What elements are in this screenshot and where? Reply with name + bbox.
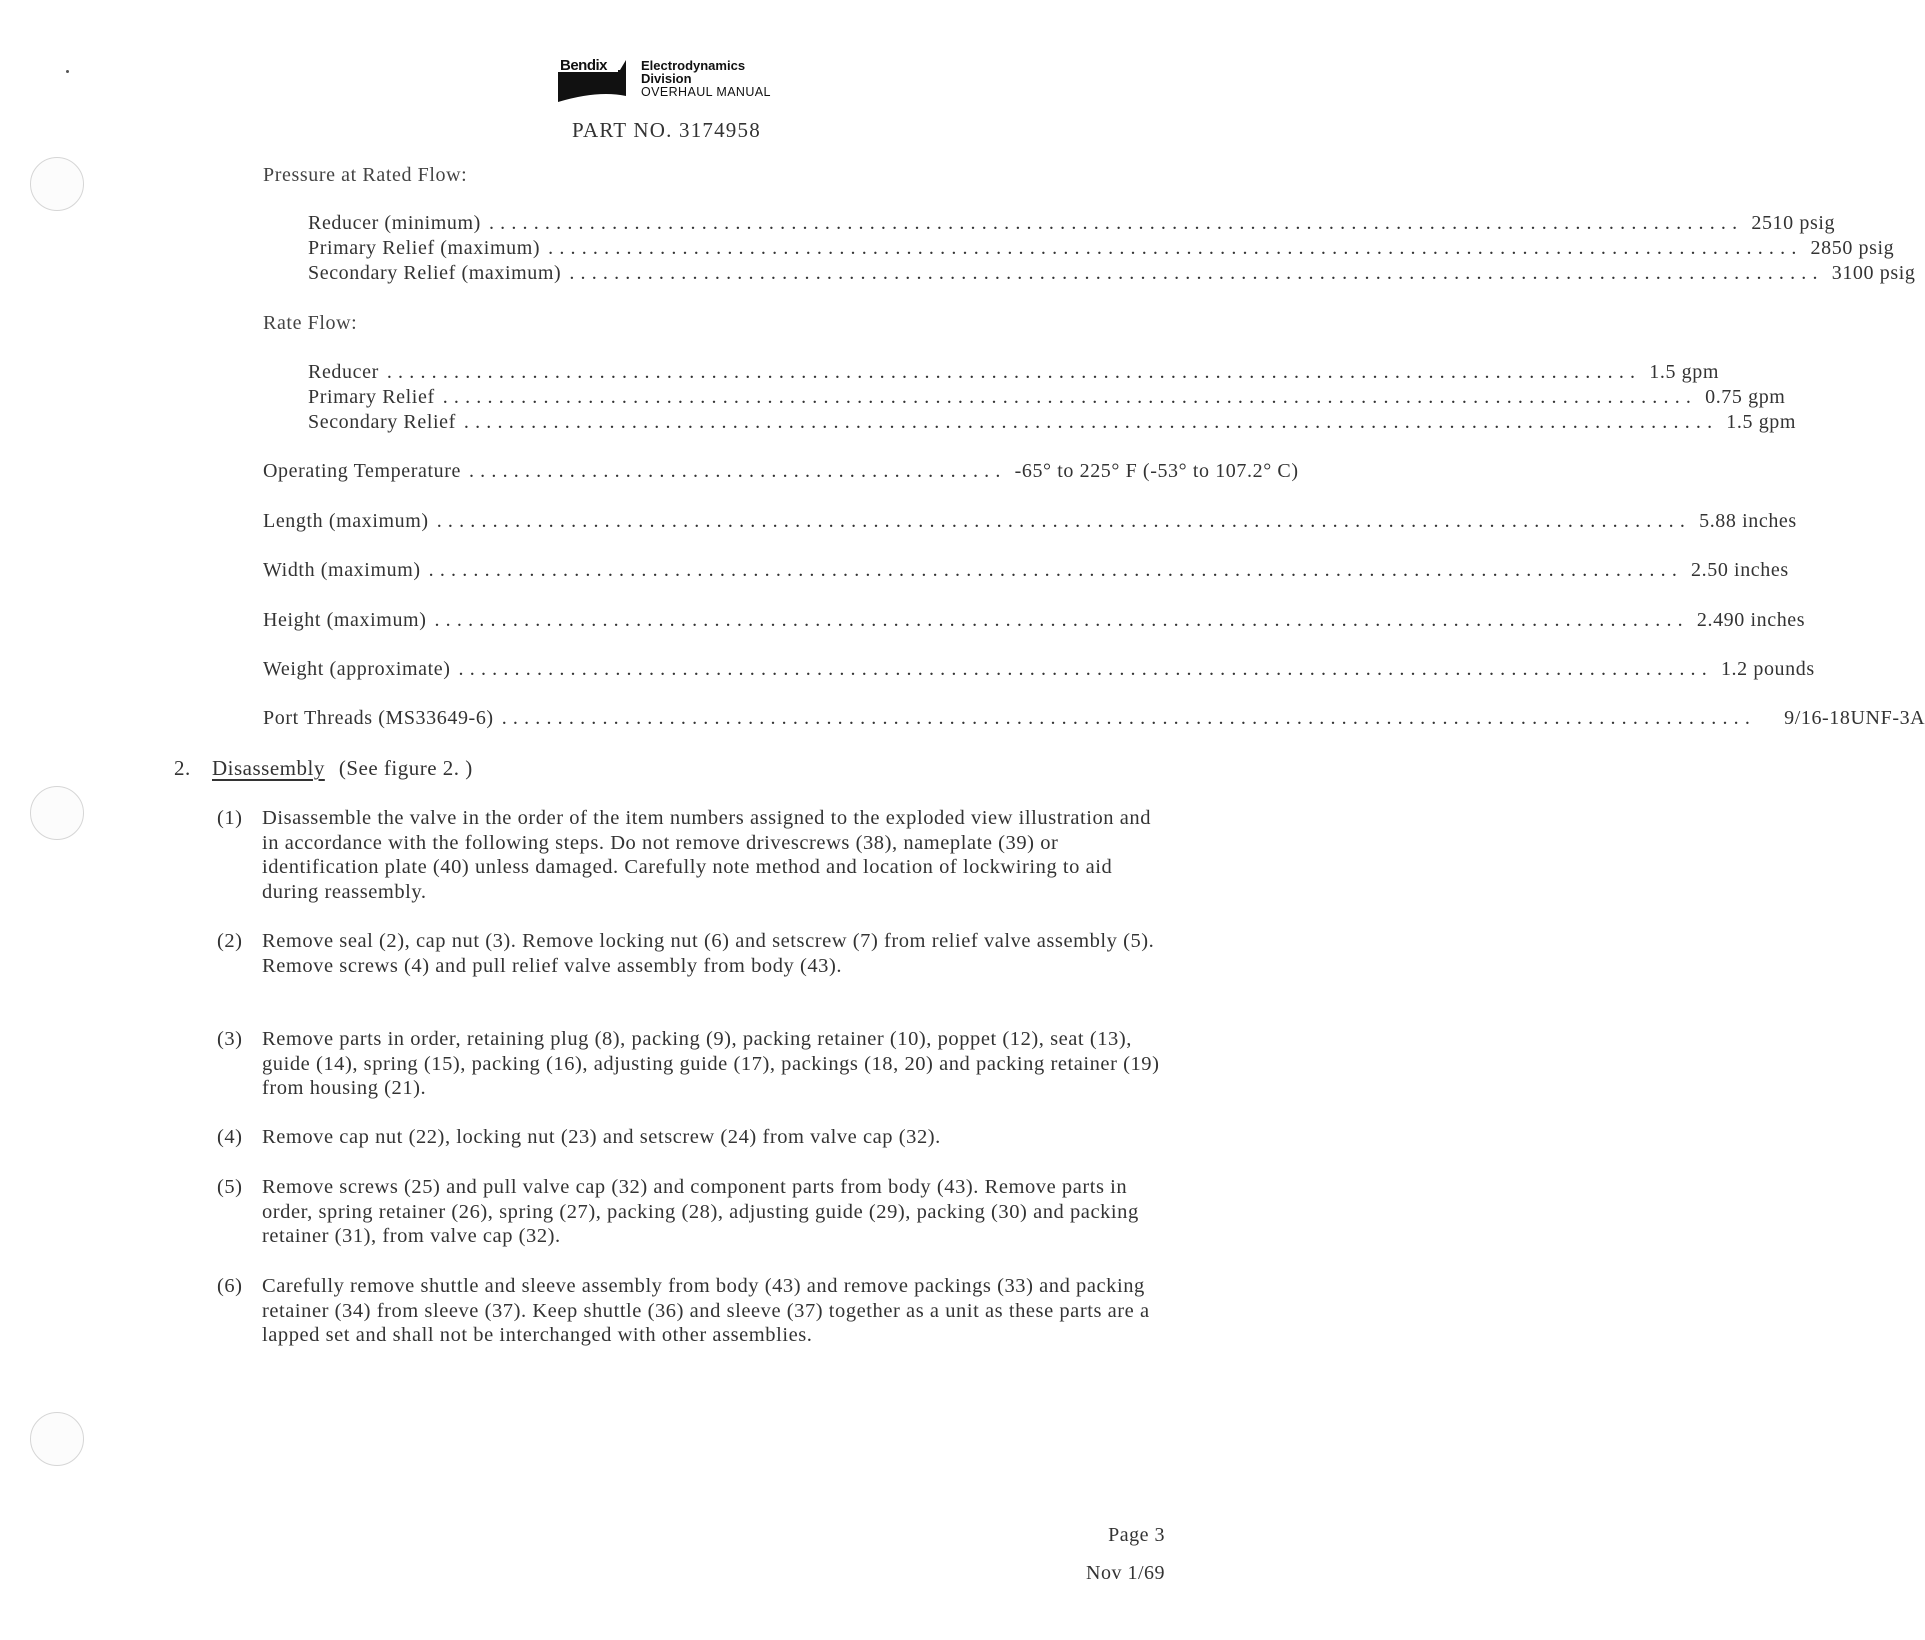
spec-label: Port Threads (MS33649-6) [263, 707, 494, 729]
part-number: PART NO. 3174958 [572, 118, 761, 142]
leader-dots: ................................................................................................................ [386, 361, 1642, 383]
logo-brand: Bendix [560, 57, 608, 74]
step-number: (5) [217, 1176, 243, 1198]
spec-label: Reducer (minimum) [308, 212, 481, 234]
spec-label: Operating Temperature [263, 460, 461, 482]
spec-label: Primary Relief (maximum) [308, 237, 541, 259]
spec-value: 2510 psig [1751, 212, 1836, 234]
figure-reference: (See figure 2. ) [338, 756, 473, 780]
logo-division [641, 59, 771, 99]
step-number: (1) [217, 807, 243, 829]
spec-label: Primary Relief [308, 386, 435, 408]
section-number: 2. [174, 756, 191, 780]
spec-row [263, 460, 1299, 486]
disassembly-step [217, 1274, 1167, 1348]
spec-value: -65° to 225° F (-53° to 107.2° C) [1014, 460, 1299, 482]
spec-value: 0.75 gpm [1705, 386, 1786, 408]
leader-dots: ................................................................................................................ [488, 212, 1744, 234]
spec-row [308, 262, 1916, 288]
spec-row [263, 707, 1925, 733]
spec-value: 1.5 gpm [1726, 411, 1797, 433]
leader-dots: ................................................................................................................ [501, 707, 1757, 729]
step-number: (6) [217, 1275, 243, 1297]
scan-speck [66, 70, 69, 73]
spec-label: Width (maximum) [263, 559, 421, 581]
page-number: Page 3 [1108, 1524, 1165, 1546]
binder-hole-top [30, 157, 84, 211]
spec-value: 9/16-18UNF-3A [1784, 707, 1925, 729]
spec-value: 3100 psig [1831, 262, 1916, 284]
manual-type: OVERHAUL MANUAL [641, 85, 771, 99]
division-line-2: Division [641, 71, 692, 86]
spec-row [308, 411, 1797, 437]
step-text: Remove parts in order, retaining plug (8), packing (9), packing retainer (10), poppet (12), seat (13), guide (14), spring (15), packing (16), adjusting guide (17), packings (18, 20) and packing retainer (19) from housing (21). [262, 1028, 1160, 1099]
step-number: (2) [217, 930, 243, 952]
spec-label: Reducer [308, 361, 379, 383]
binder-hole-bottom [30, 1412, 84, 1466]
step-number: (3) [217, 1028, 243, 1050]
spec-row [308, 212, 1836, 238]
disassembly-step [217, 806, 1167, 904]
spec-value: 2850 psig [1810, 237, 1895, 259]
spec-row [308, 386, 1786, 412]
spec-row [263, 609, 1806, 635]
disassembly-heading [174, 756, 473, 781]
spec-row [308, 237, 1895, 263]
spec-value: 2.50 inches [1691, 559, 1789, 581]
leader-dots: ................................................................................................................ [428, 559, 1684, 581]
spec-label: Height (maximum) [263, 609, 427, 631]
step-text: Remove seal (2), cap nut (3). Remove locking nut (6) and setscrew (7) from relief valve assembly (5). Remove screws (4) and pull relief valve assembly from body (43). [262, 930, 1155, 977]
leader-dots: ................................................................................................................ [458, 658, 1713, 680]
pressure-heading: Pressure at Rated Flow: [263, 164, 468, 186]
step-text: Disassemble the valve in the order of the item numbers assigned to the exploded view illustration and in accordance with the following steps. Do not remove drivescrews (38), nameplate (39) or identification plate (40) unless damaged. Carefully note method and location of lockwiring to aid during reassembly. [262, 807, 1152, 903]
division-line-1: Electrodynamics [641, 58, 746, 73]
leader-dots: ................................................................................................................ [442, 386, 1698, 408]
spec-value: 5.88 inches [1699, 510, 1797, 532]
disassembly-step [217, 929, 1167, 978]
bendix-logo [558, 56, 808, 106]
revision-date: Nov 1/69 [1086, 1562, 1165, 1584]
binder-hole-middle [30, 786, 84, 840]
rate-flow-heading: Rate Flow: [263, 312, 358, 334]
spec-row [308, 361, 1720, 387]
leader-dots: ................................................ [468, 460, 1007, 482]
spec-value: 2.490 inches [1696, 609, 1806, 631]
disassembly-step [217, 1027, 1167, 1101]
leader-dots: ................................................................................................................ [548, 237, 1803, 259]
leader-dots: ................................................................................................................ [436, 510, 1692, 532]
spec-label: Weight (approximate) [263, 658, 451, 680]
disassembly-step [217, 1125, 1167, 1150]
section-title: Disassembly [212, 756, 325, 780]
spec-label: Length (maximum) [263, 510, 429, 532]
spec-row [263, 559, 1789, 585]
step-number: (4) [217, 1126, 243, 1148]
spec-label: Secondary Relief [308, 411, 456, 433]
spec-row [263, 510, 1797, 536]
step-text: Carefully remove shuttle and sleeve assembly from body (43) and remove packings (33) and packing retainer (34) from sleeve (37). Keep shuttle (36) and sleeve (37) together as a unit as these parts are a lapped set and shall not be interchanged with other assemblies. [262, 1275, 1150, 1346]
leader-dots: ................................................................................................................ [434, 609, 1689, 631]
step-text: Remove screws (25) and pull valve cap (32) and component parts from body (43). Remove parts in order, spring retainer (26), spring (27), packing (28), adjusting guide (29), packing (30) and packing retainer (31), from valve cap (32). [262, 1176, 1139, 1247]
leader-dots: ................................................................................................................ [463, 411, 1719, 433]
disassembly-step [217, 1175, 1167, 1249]
step-text: Remove cap nut (22), locking nut (23) and setscrew (24) from valve cap (32). [262, 1126, 941, 1148]
spec-value: 1.5 gpm [1649, 361, 1720, 383]
spec-row [263, 658, 1815, 684]
spec-label: Secondary Relief (maximum) [308, 262, 562, 284]
spec-value: 1.2 pounds [1720, 658, 1815, 680]
leader-dots: ................................................................................................................ [569, 262, 1824, 284]
